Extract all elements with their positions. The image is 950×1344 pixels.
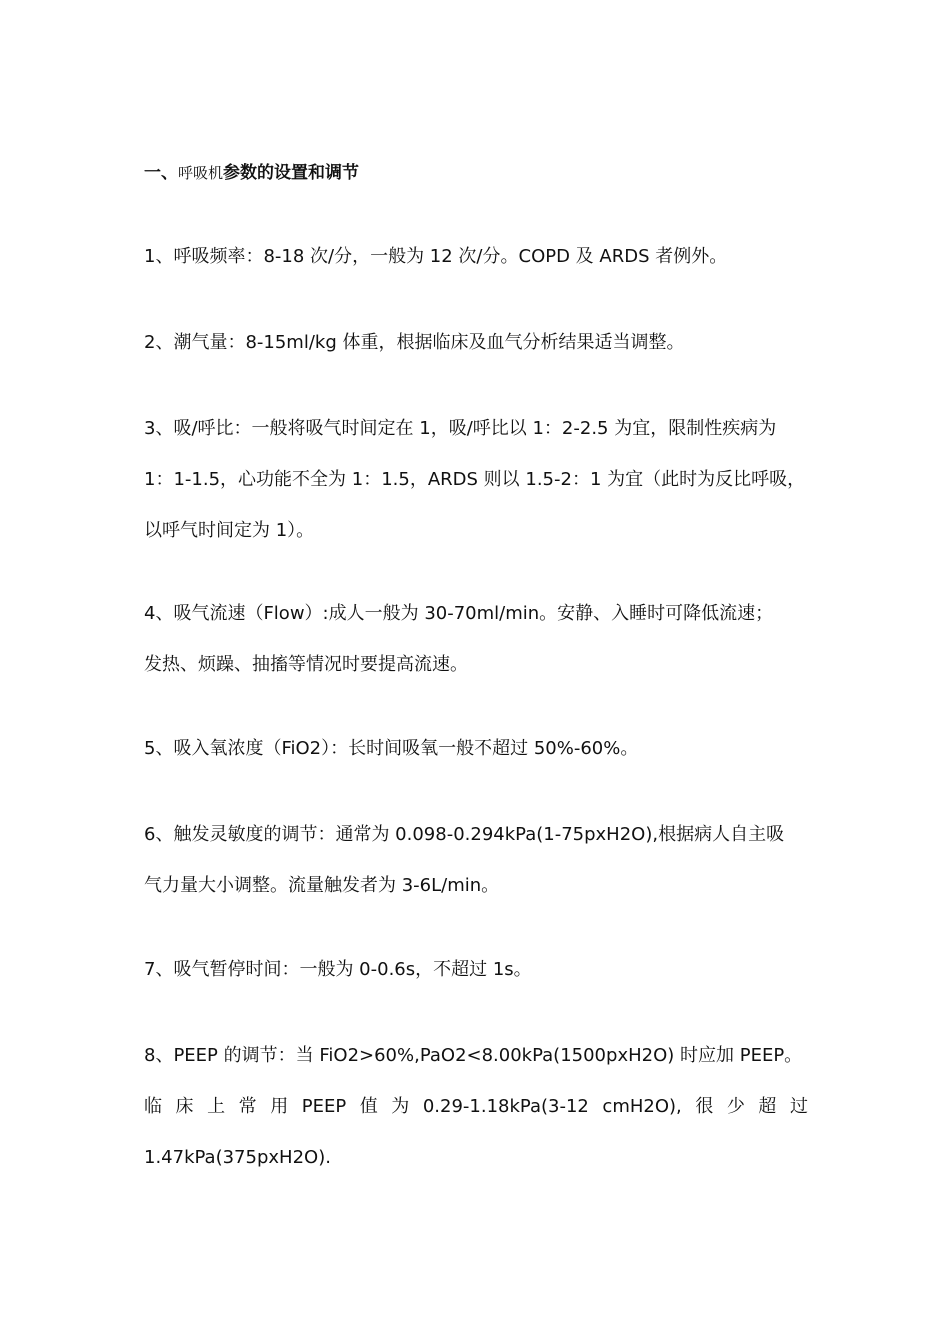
justified-word: 很	[695, 1096, 714, 1117]
item-8-line-2	[144, 1081, 808, 1132]
justified-word: 常	[238, 1096, 257, 1117]
item-4-paragraph	[144, 588, 808, 690]
item-7-paragraph	[144, 944, 808, 995]
item-3-line-3: 以呼气时间定为 1）。	[144, 520, 315, 541]
item-3-line-2: 1：1-1.5，心功能不全为 1：1.5，ARDS 则以 1.5-2：1 为宜（此时为反比呼吸，	[144, 469, 806, 490]
justified-word: 床	[175, 1096, 194, 1117]
heading-main-text: 参数的设置和调节	[223, 163, 360, 183]
justified-word: 临	[144, 1096, 162, 1117]
item-6-paragraph	[144, 809, 808, 911]
item-5-paragraph	[144, 723, 808, 774]
justified-word: 超	[758, 1096, 777, 1117]
item-7-line-1: 7、吸气暂停时间：一般为 0-0.6s，不超过 1s。	[144, 959, 532, 980]
item-5-line-1: 5、吸入氧浓度（FiO2）：长时间吸氧一般不超过 50%-60%。	[144, 738, 639, 759]
item-2-paragraph	[144, 317, 808, 368]
item-2-line-1: 2、潮气量：8-15ml/kg 体重，根据临床及血气分析结果适当调整。	[144, 332, 685, 353]
item-6-line-2: 气力量大小调整。流量触发者为 3-6L/min。	[144, 875, 500, 896]
item-3-line-1: 3、吸/呼比：一般将吸气时间定在 1，吸/呼比以 1：2-2.5 为宜，限制性疾病为	[144, 418, 777, 439]
item-3-paragraph	[144, 403, 808, 556]
item-1-paragraph	[144, 231, 808, 282]
item-8-line-3: 1.47kPa(375pxH2O).	[144, 1147, 331, 1168]
item-4-line-2: 发热、烦躁、抽搐等情况时要提高流速。	[144, 654, 468, 675]
justified-word: 过	[789, 1096, 808, 1117]
section-heading	[144, 160, 359, 186]
heading-small-text: 呼吸机	[178, 164, 224, 182]
justified-word: PEEP	[301, 1096, 347, 1117]
item-1-line-1: 1、呼吸频率：8-18 次/分，一般为 12 次/分。COPD 及 ARDS 者例外。	[144, 246, 728, 267]
justified-word: 为	[391, 1096, 410, 1117]
item-8-line-1: 8、PEEP 的调节：当 FiO2>60%,PaO2<8.00kPa(1500pxH2O) 时应加 PEEP。	[144, 1045, 803, 1066]
item-8-paragraph	[144, 1030, 808, 1183]
justified-word: 少	[726, 1096, 745, 1117]
justified-word: cmH2O),	[602, 1096, 682, 1117]
item-6-line-1: 6、触发灵敏度的调节：通常为 0.098-0.294kPa(1-75pxH2O),根据病人自主吸	[144, 824, 785, 845]
item-4-line-1: 4、吸气流速（Flow）:成人一般为 30-70ml/min。安静、入睡时可降低流速；	[144, 603, 774, 624]
justified-word: 0.29-1.18kPa(3-12	[422, 1096, 589, 1117]
justified-word: 值	[359, 1096, 378, 1117]
heading-prefix: 一、	[144, 163, 178, 183]
justified-word: 用	[270, 1096, 289, 1117]
justified-word: 上	[207, 1096, 226, 1117]
